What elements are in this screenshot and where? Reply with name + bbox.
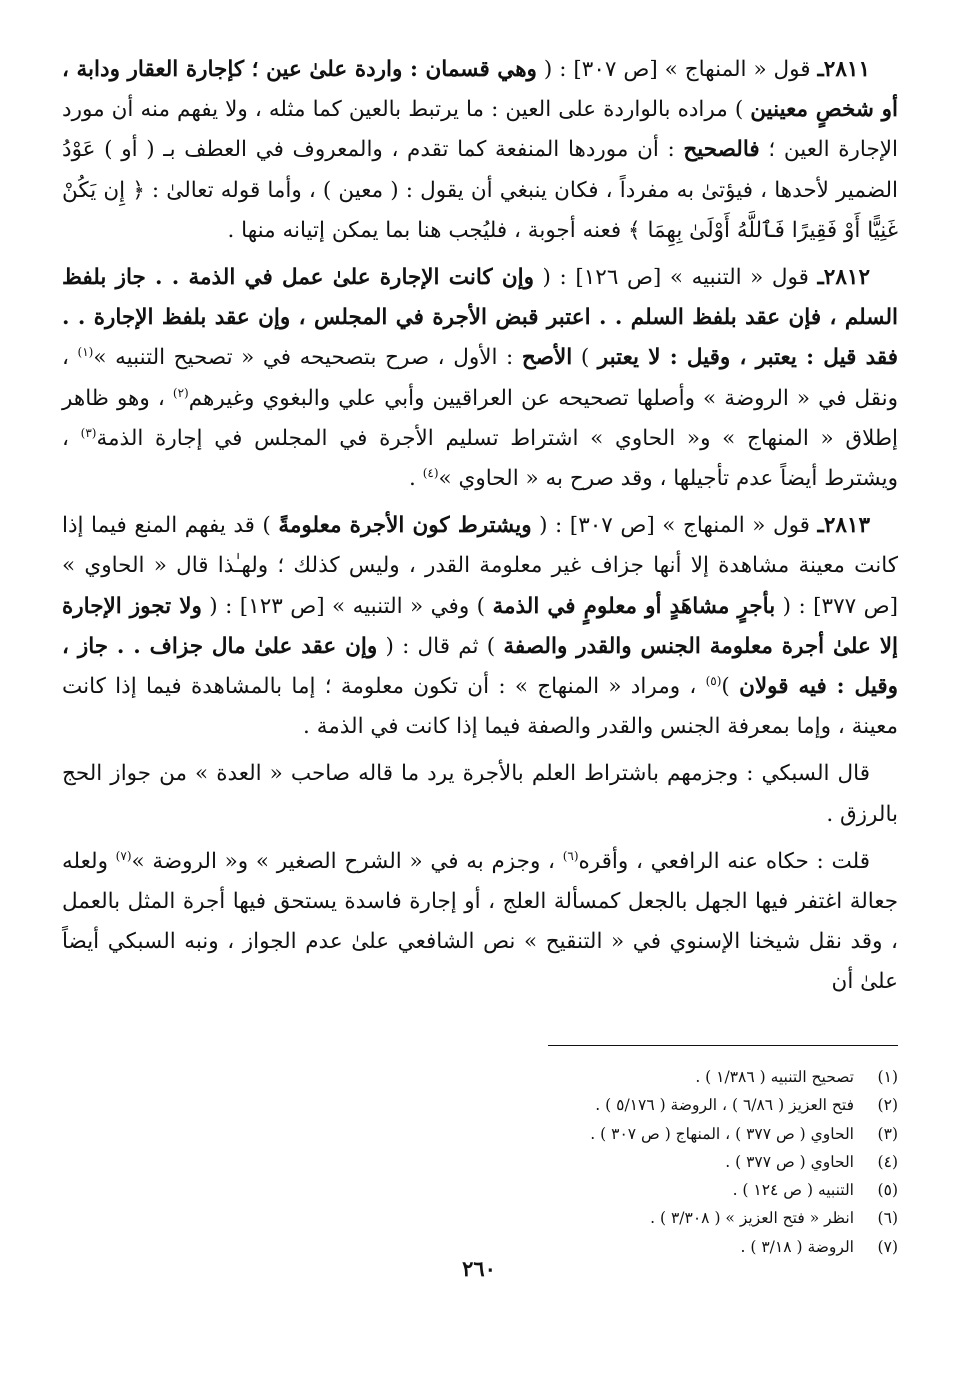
bold-text: فالصحيح [683,137,760,163]
paragraph [62,258,898,499]
footnote-item [62,1091,898,1119]
text-run: ، ومراد « المنهاج » : أن تكون معلومة ؛ إما بالمشاهدة فيما إذا كانت معينة ، وإما بمعرفة الجنس والقدر والصفة فيما إذا كانت في الذمة . [62,674,898,740]
text-run: قلت : حكاه عنه الرافعي ، وأقره [578,848,870,874]
bold-text: بأجرٍ مشاهَدٍ أو معلومٍ في الذمة [492,593,776,619]
footnote-number: (٢) [877,1096,898,1115]
bold-text: ٢٨١١ـ [817,57,870,82]
footnote-item [62,1176,898,1204]
text-run: ولعله جعالة اغتفر فيها الجهل بالجعل كمسألة العلج ، أو إجارة فاسدة يستحق فيها أجرة المثل بالعمل ، وقد نقل شيخنا الإسنوي في « التنقيح » نص الشافعي علىٰ عدم الجواز ، ونبه السبكي أيضاً علىٰ أن [62,848,898,995]
text-run: قول « المنهاج » [ص ٣٠٧] : ( [536,57,818,82]
bold-text: وهي قسمان : واردة علىٰ عين ؛ كإجارة العقار ودابة ، أو شخصٍ معينين [62,57,899,123]
book-page [62,50,898,1350]
text-run: ، وهو ظاهر إطلاق « المنهاج » و« الحاوي » اشتراط تسليم الأجرة في المجلس في إجارة الذمة [62,385,898,451]
footnote-ref: (١) [77,345,94,360]
footnote-text: التنبيه ( ص ١٢٤ ) . [732,1181,854,1200]
text-run: ) [572,345,598,371]
text-run: ) قد يفهم المنع فيما إذا كانت معينة مشاهدة إلا أنها جزاف غير معلومة القدر ، وليس كذلك ؛ ولهـٰذا قال « الحاوي » [ص ٣٧٧] : ( [62,513,898,619]
paragraph [62,842,898,1003]
text-run: ) ثم قال : ( [377,633,504,659]
bold-text: ٢٨١٢ـ [817,265,870,291]
text-run: ، ويشترط أيضاً عدم تأجيلها ، وقد صرح به « الحاوي » [62,425,898,492]
footnote-ref: (٧) [115,848,132,863]
footnote-number: (٤) [877,1152,898,1171]
footnote-ref: (٢) [172,385,189,400]
footnote-number: (٦) [877,1209,898,1228]
footnote-number: (٣) [877,1124,898,1143]
footnote-text: الحاوي ( ص ٣٧٧ ) . [725,1152,854,1171]
bold-text: الأصح [521,345,573,371]
footnote-separator [548,1045,898,1046]
text-run: : الأول ، صرح بتصحيحه في « تصحيح التنبيه » [93,345,522,371]
footnote-text: انظر « فتح العزيز » ( ٣/٣٠٨ ) . [650,1209,854,1228]
footnote-item [62,1063,898,1091]
text-run: ، وجزم به في « الشرح الصغير » و« الروضة » [131,848,563,874]
text-run: ، ونقل في « الروضة » وأصلها تصحيحه عن العراقيين وأبي علي والبغوي وغيرهم [62,345,898,411]
footnote-ref: (٣) [80,425,97,440]
text-run: ) مراده بالواردة على العين : ما يرتبط بالعين كما مثله ، ولا يفهم منه أن مورد الإجارة العين ؛ [62,97,898,163]
paragraph [62,754,898,834]
bold-text: ولا تجوز الإجارة إلا علىٰ أجرة معلومة الجنس والقدر والصفة [62,593,898,659]
footnote-text: الروضة ( ٣/١٨ ) . [740,1237,854,1256]
page-number: ٢٦٠ [462,1256,496,1281]
bold-text: وإن عقد علىٰ مال جزاف . . جاز ، وقيل : فيه قولان [62,633,898,700]
text-run: ) [721,674,740,700]
bold-text: ٢٨١٣ـ [817,513,871,539]
footnote-item [62,1204,898,1232]
footnote-text: الحاوي ( ص ٣٧٧ ) ، المنهاج ( ص ٣٠٧ ) . [590,1124,854,1143]
text-run: قال السبكي : وجزمهم باشتراط العلم بالأجرة يرد ما قاله صاحب « العدة » من جواز الحج بالرزق . [62,761,898,827]
footnote-number: (٧) [877,1237,898,1256]
paragraph [62,50,898,251]
footnote-ref: (٤) [422,465,439,480]
footnote-text: فتح العزيز ( ٦/٨٦ ) ، الروضة ( ٥/١٧٦ ) . [595,1096,854,1115]
footnote-ref: (٦) [562,848,579,863]
main-text [62,50,898,1003]
footnote-item [62,1148,898,1176]
text-run: ) وفي « التنبيه » [ص ١٢٣] : ( [201,593,493,619]
footnotes-section [62,1063,898,1261]
bold-text: وإن كانت الإجارة علىٰ عمل في الذمة . . جاز بلفظ السلم ، فإن عقد بلفظ السلم . . اعتبر قبض الأجرة في المجلس ، وإن عقد بلفظ الإجارة . . فقد قيل : يعتبر ، وقيل : لا يعتبر [62,265,899,371]
footnote-ref: (٥) [705,673,722,688]
text-run: : أن موردها المنفعة كما تقدم ، والمعروف في العطف بـ ( أو ) عَوْدُ الضمير لأحدها ، فيؤتىٰ به مفرداً ، فكان ينبغي أن يقول : ( معين ) ، وأما قوله تعالىٰ : ﴿ إِن يَكُنْ غَنِيًّا أَوْ فَقِيرًا فَٱللَّهُ أَوْلَىٰ بِهِمَا ﴾ فعنه أجوبة ، فليُجب هنا بما يمكن إتيانه منها . [62,137,898,243]
footnote-text: تصحيح التنبيه ( ١/٣٨٦ ) . [695,1068,854,1086]
text-run: . [409,466,423,492]
text-run: قول « التنبيه » [ص ١٢٦] : ( [533,265,818,291]
text-run: قول « المنهاج » [ص ٣٠٧] : ( [531,513,818,539]
footnote-item [62,1120,898,1148]
paragraph [62,506,898,747]
footnote-number: (٥) [877,1181,898,1200]
bold-text: ويشترط كون الأجرة معلومةً [278,513,532,539]
footnote-number: (١) [877,1068,898,1086]
